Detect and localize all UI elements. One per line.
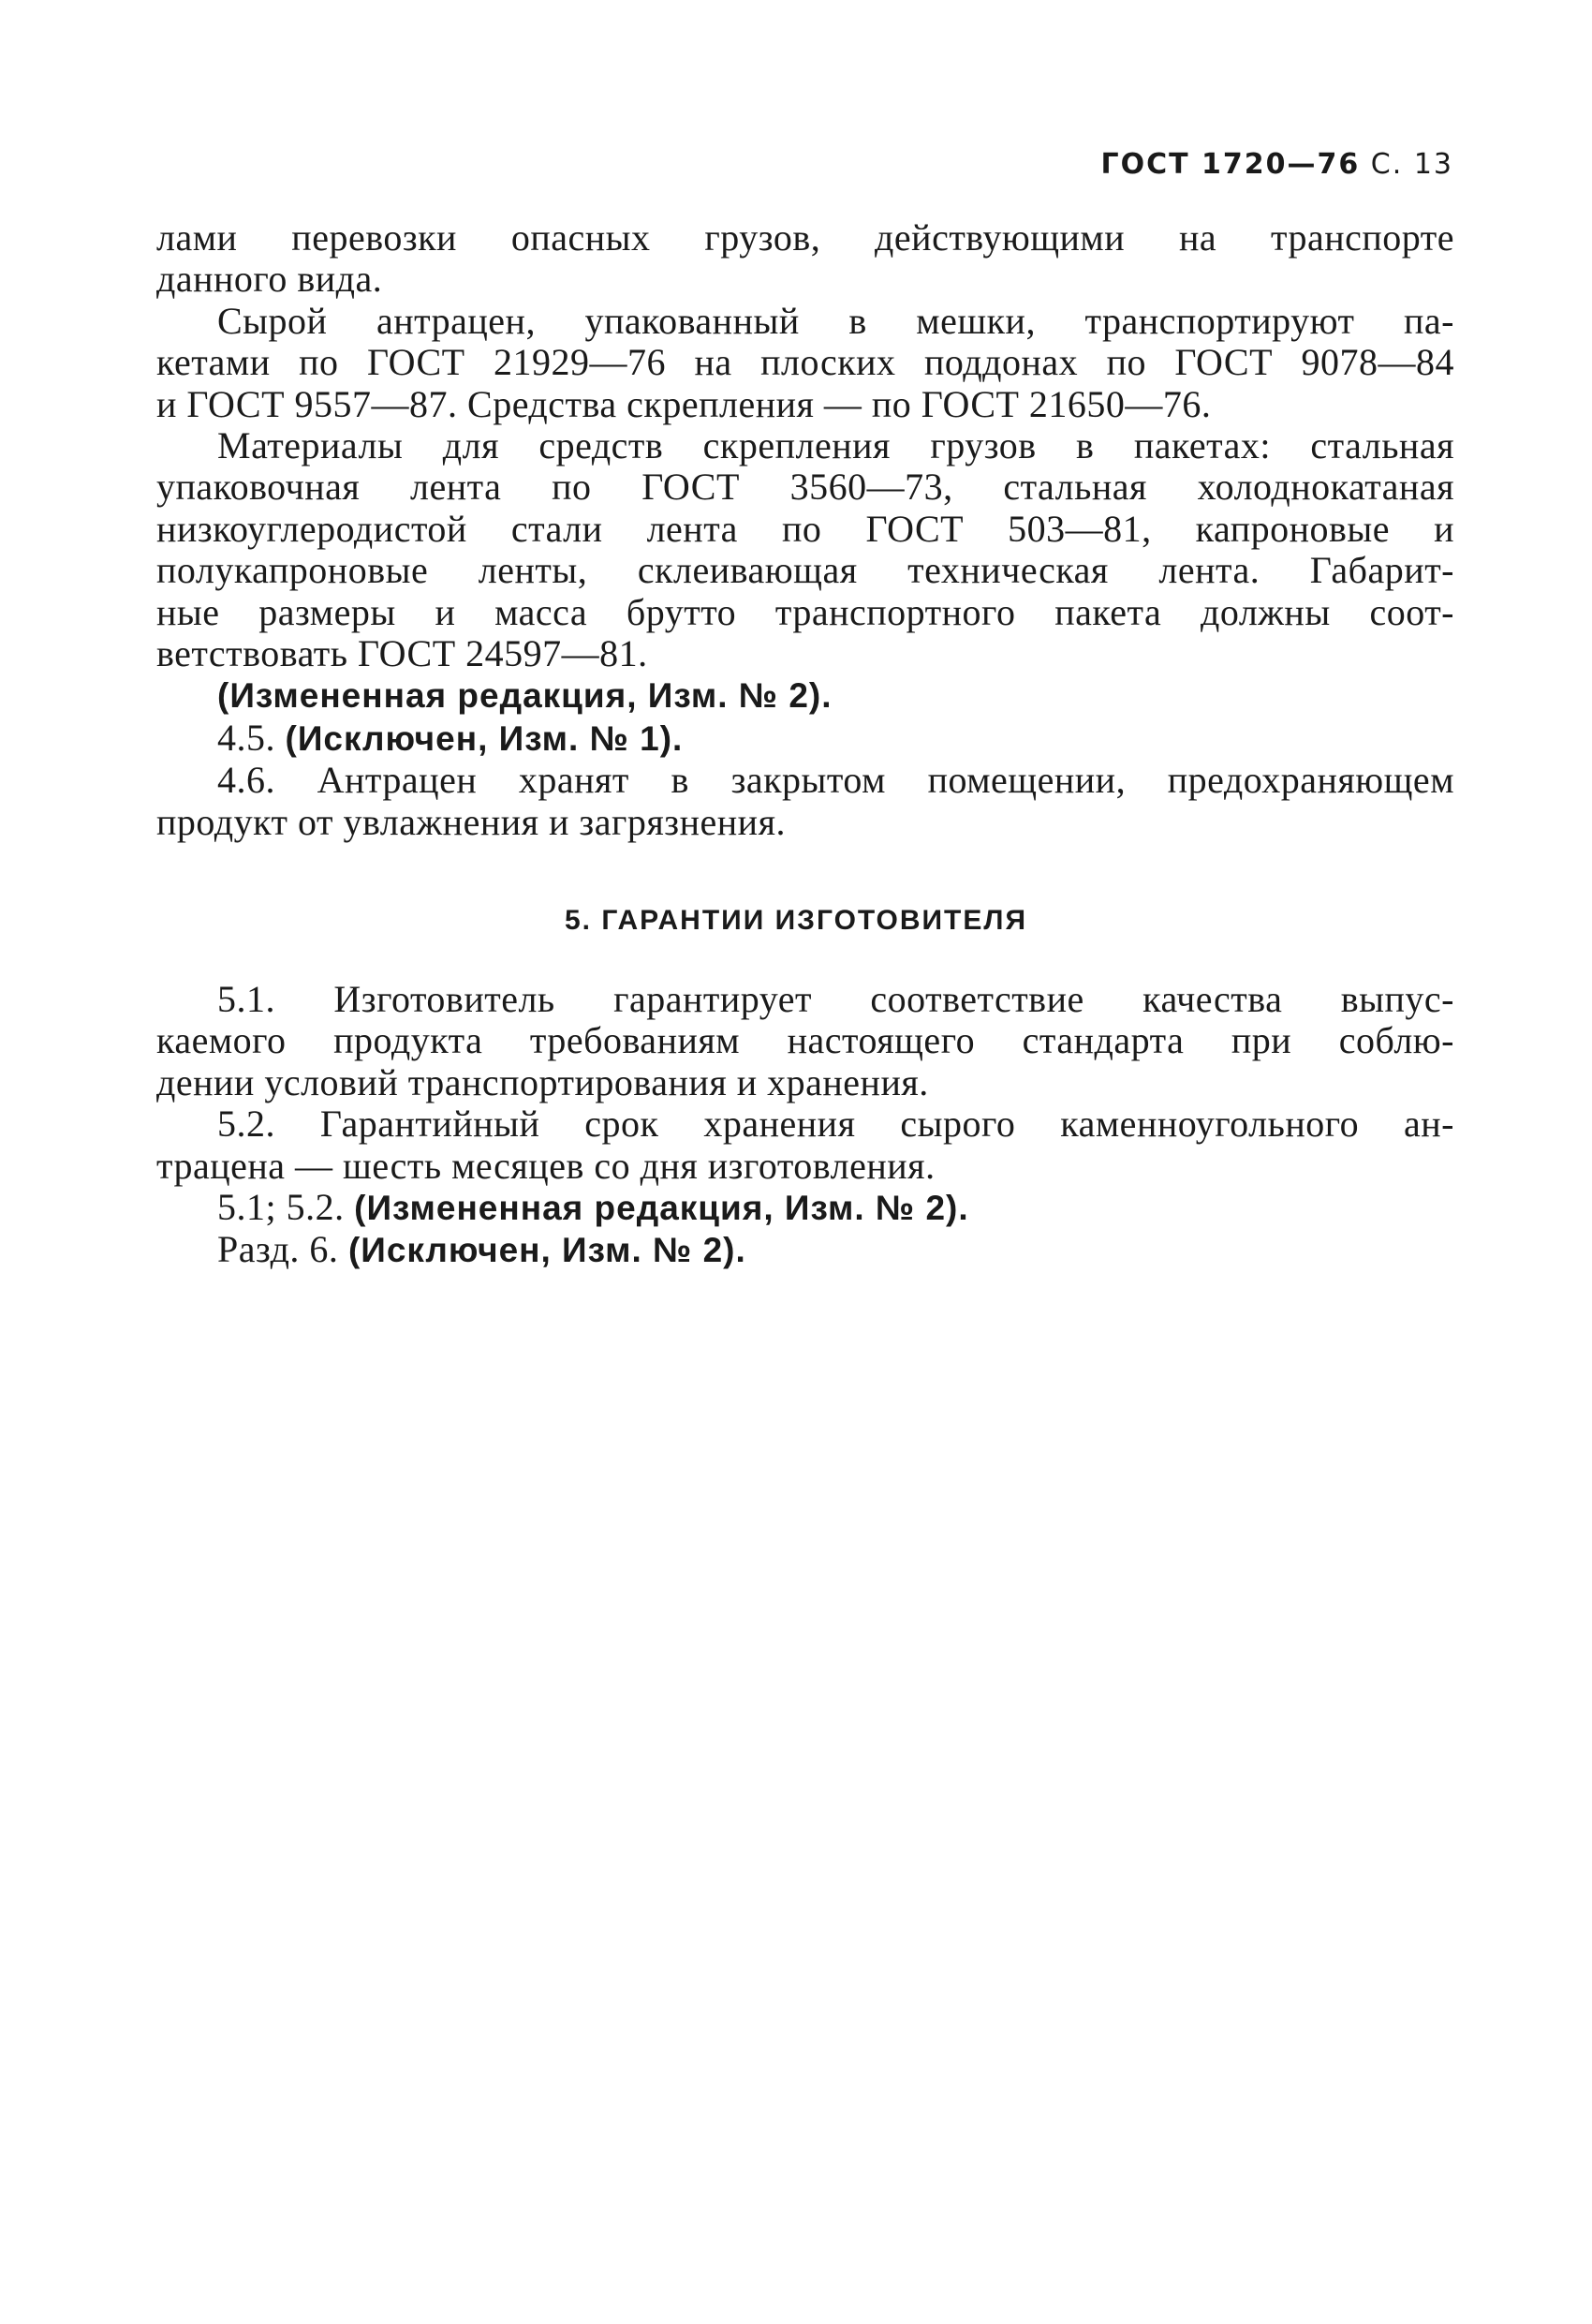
- text-line: низкоуглеродистой стали лента по ГОСТ 503—81, капроновые и: [156, 508, 1454, 550]
- clause-4-5: [156, 718, 1454, 760]
- text-line: Материалы для средств скрепления грузов в пакетах: стальная: [217, 425, 1454, 467]
- text-line: каемого продукта требованиям настоящего стандарта при соблю-: [156, 1020, 1454, 1062]
- section-number: Разд. 6.: [217, 1229, 339, 1271]
- text-line: продукт от увлажнения и загрязнения.: [156, 801, 786, 843]
- clause-excluded: (Исключен, Изм. № 1).: [285, 718, 684, 758]
- text-line: упаковочная лента по ГОСТ 3560—73, стальная холоднокатаная: [156, 466, 1454, 509]
- text-line: ветствовать ГОСТ 24597—81.: [156, 633, 648, 675]
- text-line: 5.2. Гарантийный срок хранения сырого каменноугольного ан-: [217, 1103, 1454, 1146]
- text-line: данного вида.: [156, 259, 383, 301]
- amendment-bold: (Измененная редакция, Изм. № 2).: [217, 676, 833, 716]
- amendment-note: [156, 674, 1454, 717]
- page-number: С. 13: [1370, 148, 1453, 181]
- section-heading: 5. ГАРАНТИИ ИЗГОТОВИТЕЛЯ: [564, 905, 1027, 936]
- amendment-bold: (Измененная редакция, Изм. № 2).: [354, 1189, 969, 1228]
- section-excluded: (Исключен, Изм. № 2).: [347, 1231, 746, 1270]
- text-line: Сырой антрацен, упакованный в мешки, транспортируют па-: [217, 300, 1454, 342]
- amendment-note: [156, 1187, 1454, 1229]
- text-line: дении условий транспортирования и хранения.: [156, 1061, 929, 1103]
- text-line: ные размеры и масса брутто транспортного пакета должны соот-: [156, 591, 1454, 633]
- text-line: 5.1. Изготовитель гарантирует соответствие качества выпус-: [217, 979, 1454, 1020]
- text-line: кетами по ГОСТ 21929—76 на плоских поддонах по ГОСТ 9078—84: [156, 342, 1454, 384]
- text-line: лами перевозки опасных грузов, действующими на транспорте: [156, 217, 1454, 259]
- standard-number: ГОСТ 1720—76: [1100, 148, 1361, 181]
- section-6-note: [156, 1229, 1454, 1271]
- text-line: трацена — шесть месяцев со дня изготовления.: [156, 1145, 936, 1187]
- clause-number: 4.5.: [217, 717, 275, 759]
- clause-number: 5.1; 5.2.: [217, 1187, 345, 1229]
- page-header: [1100, 148, 1453, 181]
- section-4-text: [156, 217, 1454, 843]
- section-5-text: [156, 979, 1454, 1272]
- text-line: 4.6. Антрацен хранят в закрытом помещении, предохраняющем: [217, 760, 1454, 802]
- text-line: полукапроновые ленты, склеивающая техническая лента. Габарит-: [156, 550, 1454, 592]
- text-line: и ГОСТ 9557—87. Средства скрепления — по ГОСТ 21650—76.: [156, 383, 1212, 425]
